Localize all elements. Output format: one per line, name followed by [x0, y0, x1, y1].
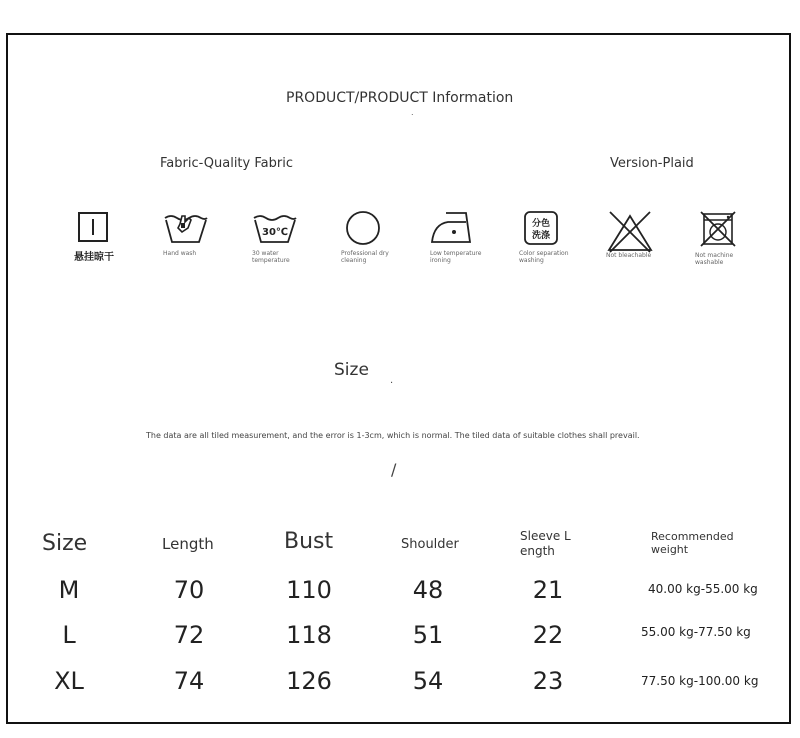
care-item-wash-30: [252, 210, 342, 264]
care-label: Hand wash: [163, 250, 197, 257]
col-header-weight: Recommended weight: [651, 530, 734, 556]
table-cell-weight: 77.50 kg-100.00 kg: [641, 674, 759, 688]
no-bleach-icon: [606, 210, 654, 254]
measurement-note: The data are all tiled measurement, and the error is 1-3cm, which is normal. The tiled data of suitable clothes shall prevail.: [146, 431, 640, 440]
low-iron-icon: [430, 210, 476, 246]
col-header-shoulder: Shoulder: [401, 537, 459, 552]
table-cell-size: L: [62, 621, 76, 649]
wash-30-icon: [252, 210, 298, 246]
table-cell-shoulder: 54: [412, 667, 444, 695]
badge-text-top: 分色: [531, 219, 551, 229]
table-cell-shoulder: 51: [412, 621, 444, 649]
care-item-low-iron: [430, 210, 520, 264]
table-cell-length: 72: [173, 621, 205, 649]
separate-wash-icon: [519, 210, 559, 246]
fabric-label: Fabric-Quality Fabric: [160, 156, 293, 171]
care-label: 30 water temperature: [252, 250, 290, 264]
care-label: Not machine washable: [695, 252, 734, 266]
wash-temp-text: 30℃: [261, 227, 289, 238]
size-heading: Size: [334, 360, 369, 380]
care-label: Color separation washing: [519, 250, 569, 264]
page-frame: [6, 33, 791, 724]
version-label: Version-Plaid: [610, 156, 694, 171]
care-label: Low temperature ironing: [430, 250, 482, 264]
col-header-sleeve: Sleeve L ength: [520, 529, 571, 558]
table-cell-size: M: [58, 576, 80, 604]
page-title: PRODUCT/PRODUCT Information: [286, 90, 514, 106]
table-cell-bust: 126: [286, 667, 332, 695]
care-item-hang-dry: [74, 210, 164, 263]
table-cell-sleeve: 21: [532, 576, 564, 604]
size-dot: .: [390, 375, 394, 386]
table-cell-length: 70: [173, 576, 205, 604]
col-header-bust: Bust: [284, 529, 334, 554]
table-cell-shoulder: 48: [412, 576, 444, 604]
table-cell-size: XL: [54, 667, 84, 695]
no-machine-wash-icon: [695, 210, 739, 248]
care-item-no-machine-wash: [695, 210, 785, 266]
care-label: Not bleachable: [606, 252, 652, 259]
table-cell-weight: 40.00 kg-55.00 kg: [648, 582, 758, 596]
separator: /: [391, 460, 397, 479]
table-cell-sleeve: 23: [532, 667, 564, 695]
table-cell-bust: 118: [286, 621, 332, 649]
dry-clean-icon: [341, 210, 381, 246]
col-header-length: Length: [162, 535, 214, 553]
table-cell-sleeve: 22: [532, 621, 564, 649]
care-item-dry-clean: [341, 210, 431, 264]
col-header-size: Size: [42, 531, 88, 556]
table-cell-weight: 55.00 kg-77.50 kg: [641, 625, 751, 639]
table-cell-length: 74: [173, 667, 205, 695]
care-label: Professional dry cleaning: [341, 250, 389, 264]
care-item-separate-wash: [519, 210, 609, 264]
care-item-no-bleach: [606, 210, 696, 259]
badge-text-bottom: 洗涤: [531, 231, 551, 241]
title-dot: .: [411, 108, 414, 117]
care-item-hand-wash: [163, 210, 253, 257]
hang-dry-icon: [74, 210, 114, 246]
table-cell-bust: 110: [286, 576, 332, 604]
care-label: 悬挂晾干: [74, 252, 114, 263]
hand-wash-icon: [163, 210, 209, 246]
